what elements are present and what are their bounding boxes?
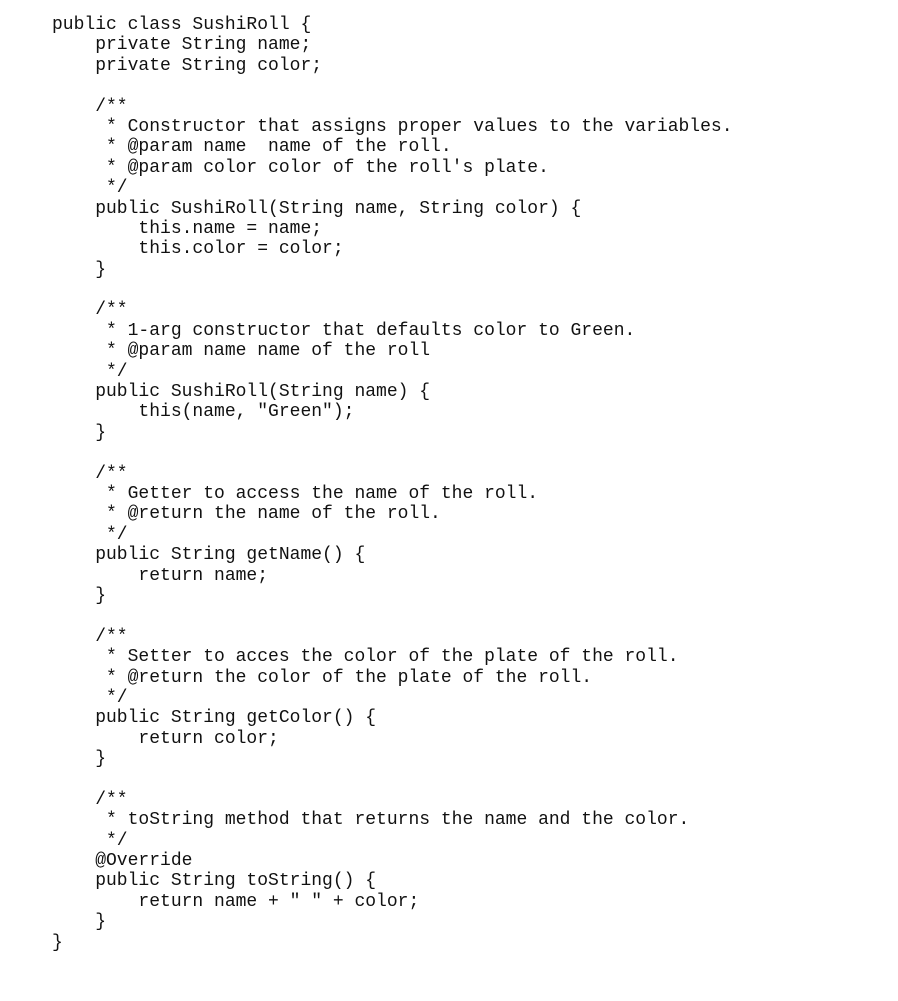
code-line: } — [52, 585, 107, 606]
code-line: * Getter to access the name of the roll. — [52, 483, 539, 504]
code-line: * @return the name of the roll. — [52, 504, 441, 525]
code-line: */ — [52, 361, 128, 382]
code-line: /** — [52, 463, 128, 484]
code-line: this(name, "Green"); — [52, 402, 355, 423]
code-line: /** — [52, 626, 128, 647]
code-line: /** — [52, 300, 128, 321]
code-line: return name + " " + color; — [52, 891, 420, 912]
code-line: public String getColor() { — [52, 708, 377, 729]
code-line: } — [52, 932, 63, 953]
code-line: return name; — [52, 565, 269, 586]
code-line: * Setter to acces the color of the plate of the roll. — [52, 647, 679, 668]
code-line — [52, 280, 733, 300]
code-line: * @param name name of the roll — [52, 341, 431, 362]
code-line: private String name; — [52, 35, 312, 56]
code-line: */ — [52, 178, 128, 199]
code-line — [52, 443, 733, 463]
code-line: this.color = color; — [52, 239, 344, 260]
code-line: */ — [52, 830, 128, 851]
code-line — [52, 76, 733, 96]
code-line: * @return the color of the plate of the roll. — [52, 667, 593, 688]
code-line: * toString method that returns the name and the color. — [52, 810, 690, 831]
code-line — [52, 769, 733, 789]
code-listing — [52, 15, 733, 953]
code-line: */ — [52, 524, 128, 545]
code-line: public String toString() { — [52, 871, 377, 892]
code-line: @Override — [52, 851, 193, 872]
code-line: private String color; — [52, 55, 323, 76]
code-line: /** — [52, 789, 128, 810]
code-line: public SushiRoll(String name) { — [52, 382, 431, 403]
code-line: } — [52, 259, 107, 280]
code-line: * Constructor that assigns proper values to the variables. — [52, 116, 733, 137]
code-line: } — [52, 912, 107, 933]
code-line: return color; — [52, 728, 279, 749]
code-line — [52, 606, 733, 626]
code-line: * @param name name of the roll. — [52, 137, 452, 158]
code-line: public SushiRoll(String name, String color) { — [52, 198, 582, 219]
code-line: } — [52, 422, 107, 443]
code-line: } — [52, 749, 107, 770]
code-line: */ — [52, 687, 128, 708]
code-line: * 1-arg constructor that defaults color to Green. — [52, 320, 636, 341]
code-line: public String getName() { — [52, 545, 366, 566]
code-line: this.name = name; — [52, 218, 323, 239]
code-line: /** — [52, 96, 128, 117]
code-line: public class SushiRoll { — [52, 15, 312, 35]
code-line: * @param color color of the roll's plate. — [52, 157, 549, 178]
